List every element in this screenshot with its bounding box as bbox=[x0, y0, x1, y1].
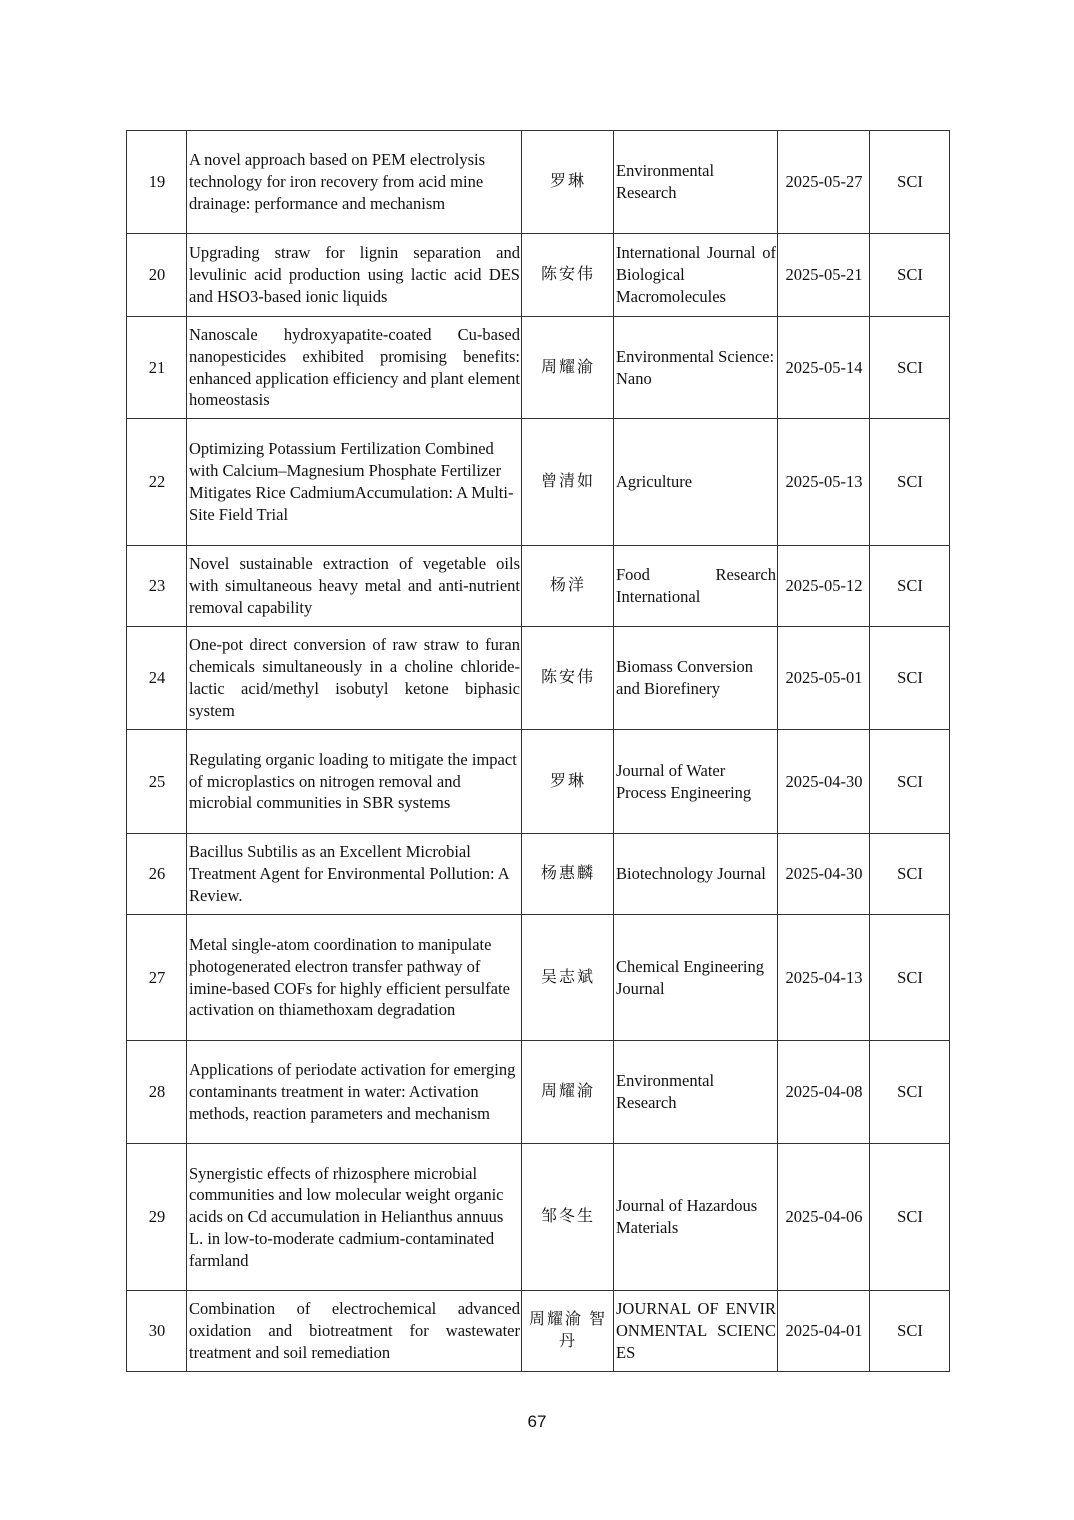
journal: Environmental Science: Nano bbox=[614, 317, 778, 419]
publish-date: 2025-04-01 bbox=[778, 1291, 870, 1372]
row-number: 24 bbox=[127, 627, 187, 730]
row-number: 26 bbox=[127, 834, 187, 915]
paper-title: Applications of periodate activation for emerging contaminants treatment in water: Activation methods, reaction parameters and mechanism bbox=[187, 1041, 522, 1144]
index-type: SCI bbox=[870, 915, 950, 1041]
publish-date: 2025-05-14 bbox=[778, 317, 870, 419]
row-number: 30 bbox=[127, 1291, 187, 1372]
paper-title: Synergistic effects of rhizosphere microbial communities and low molecular weight organic acids on Cd accumulation in Helianthus annuus L. in low-to-moderate cadmium-contaminated farmland bbox=[187, 1144, 522, 1291]
table-row bbox=[127, 131, 950, 234]
author: 周耀渝 bbox=[522, 1041, 614, 1144]
journal: Chemical Engineering Journal bbox=[614, 915, 778, 1041]
row-number: 21 bbox=[127, 317, 187, 419]
index-type: SCI bbox=[870, 1041, 950, 1144]
paper-title: One-pot direct conversion of raw straw to furan chemicals simultaneously in a choline chloride-lactic acid/methyl isobutyl ketone biphasic system bbox=[187, 627, 522, 730]
author: 陈安伟 bbox=[522, 234, 614, 317]
paper-title: Upgrading straw for lignin separation and levulinic acid production using lactic acid DES and HSO3-based ionic liquids bbox=[187, 234, 522, 317]
publications-table bbox=[126, 130, 950, 1372]
index-type: SCI bbox=[870, 730, 950, 834]
author: 周耀渝 bbox=[522, 317, 614, 419]
journal: Environmental Research bbox=[614, 1041, 778, 1144]
table-row bbox=[127, 317, 950, 419]
table-row bbox=[127, 915, 950, 1041]
index-type: SCI bbox=[870, 627, 950, 730]
index-type: SCI bbox=[870, 834, 950, 915]
publish-date: 2025-04-08 bbox=[778, 1041, 870, 1144]
index-type: SCI bbox=[870, 546, 950, 627]
row-number: 25 bbox=[127, 730, 187, 834]
index-type: SCI bbox=[870, 419, 950, 546]
journal: JOURNAL OF ENVIRONMENTAL SCIENCES bbox=[614, 1291, 778, 1372]
journal: International Journal of Biological Macromolecules bbox=[614, 234, 778, 317]
author: 罗琳 bbox=[522, 131, 614, 234]
publish-date: 2025-05-21 bbox=[778, 234, 870, 317]
publish-date: 2025-04-13 bbox=[778, 915, 870, 1041]
author: 周耀渝 智丹 bbox=[522, 1291, 614, 1372]
index-type: SCI bbox=[870, 317, 950, 419]
paper-title: Combination of electrochemical advanced oxidation and biotreatment for wastewater treatment and soil remediation bbox=[187, 1291, 522, 1372]
row-number: 23 bbox=[127, 546, 187, 627]
journal: Biomass Conversion and Biorefinery bbox=[614, 627, 778, 730]
publish-date: 2025-05-13 bbox=[778, 419, 870, 546]
journal: Environmental Research bbox=[614, 131, 778, 234]
author: 陈安伟 bbox=[522, 627, 614, 730]
row-number: 20 bbox=[127, 234, 187, 317]
publish-date: 2025-04-06 bbox=[778, 1144, 870, 1291]
publish-date: 2025-05-12 bbox=[778, 546, 870, 627]
paper-title: Nanoscale hydroxyapatite-coated Cu-based nanopesticides exhibited promising benefits: enhanced application efficiency and plant element homeostasis bbox=[187, 317, 522, 419]
author: 杨洋 bbox=[522, 546, 614, 627]
publish-date: 2025-04-30 bbox=[778, 730, 870, 834]
row-number: 27 bbox=[127, 915, 187, 1041]
table-row bbox=[127, 1291, 950, 1372]
paper-title: Bacillus Subtilis as an Excellent Microbial Treatment Agent for Environmental Pollution: A Review. bbox=[187, 834, 522, 915]
index-type: SCI bbox=[870, 1291, 950, 1372]
index-type: SCI bbox=[870, 131, 950, 234]
publish-date: 2025-04-30 bbox=[778, 834, 870, 915]
paper-title: Metal single-atom coordination to manipulate photogenerated electron transfer pathway of imine-based COFs for highly efficient persulfate activation on thiamethoxam degradation bbox=[187, 915, 522, 1041]
table-row bbox=[127, 1144, 950, 1291]
row-number: 19 bbox=[127, 131, 187, 234]
journal: Journal of Water Process Engineering bbox=[614, 730, 778, 834]
paper-title: Regulating organic loading to mitigate the impact of microplastics on nitrogen removal and microbial communities in SBR systems bbox=[187, 730, 522, 834]
journal: Agriculture bbox=[614, 419, 778, 546]
publish-date: 2025-05-27 bbox=[778, 131, 870, 234]
journal: Journal of Hazardous Materials bbox=[614, 1144, 778, 1291]
author: 邹冬生 bbox=[522, 1144, 614, 1291]
row-number: 22 bbox=[127, 419, 187, 546]
author: 杨惠麟 bbox=[522, 834, 614, 915]
table-row bbox=[127, 234, 950, 317]
row-number: 28 bbox=[127, 1041, 187, 1144]
table-row bbox=[127, 834, 950, 915]
author: 曾清如 bbox=[522, 419, 614, 546]
journal: Food Research International bbox=[614, 546, 778, 627]
journal: Biotechnology Journal bbox=[614, 834, 778, 915]
table-row bbox=[127, 730, 950, 834]
paper-title: A novel approach based on PEM electrolysis technology for iron recovery from acid mine drainage: performance and mechanism bbox=[187, 131, 522, 234]
table-row bbox=[127, 546, 950, 627]
author: 罗琳 bbox=[522, 730, 614, 834]
index-type: SCI bbox=[870, 1144, 950, 1291]
index-type: SCI bbox=[870, 234, 950, 317]
table-row bbox=[127, 419, 950, 546]
table-row bbox=[127, 1041, 950, 1144]
page-number: 67 bbox=[527, 1412, 547, 1431]
paper-title: Novel sustainable extraction of vegetable oils with simultaneous heavy metal and anti-nutrient removal capability bbox=[187, 546, 522, 627]
publish-date: 2025-05-01 bbox=[778, 627, 870, 730]
author: 吴志斌 bbox=[522, 915, 614, 1041]
table-row bbox=[127, 627, 950, 730]
row-number: 29 bbox=[127, 1144, 187, 1291]
paper-title: Optimizing Potassium Fertilization Combined with Calcium–Magnesium Phosphate Fertilizer Mitigates Rice CadmiumAccumulation: A Multi-Site Field Trial bbox=[187, 419, 522, 546]
